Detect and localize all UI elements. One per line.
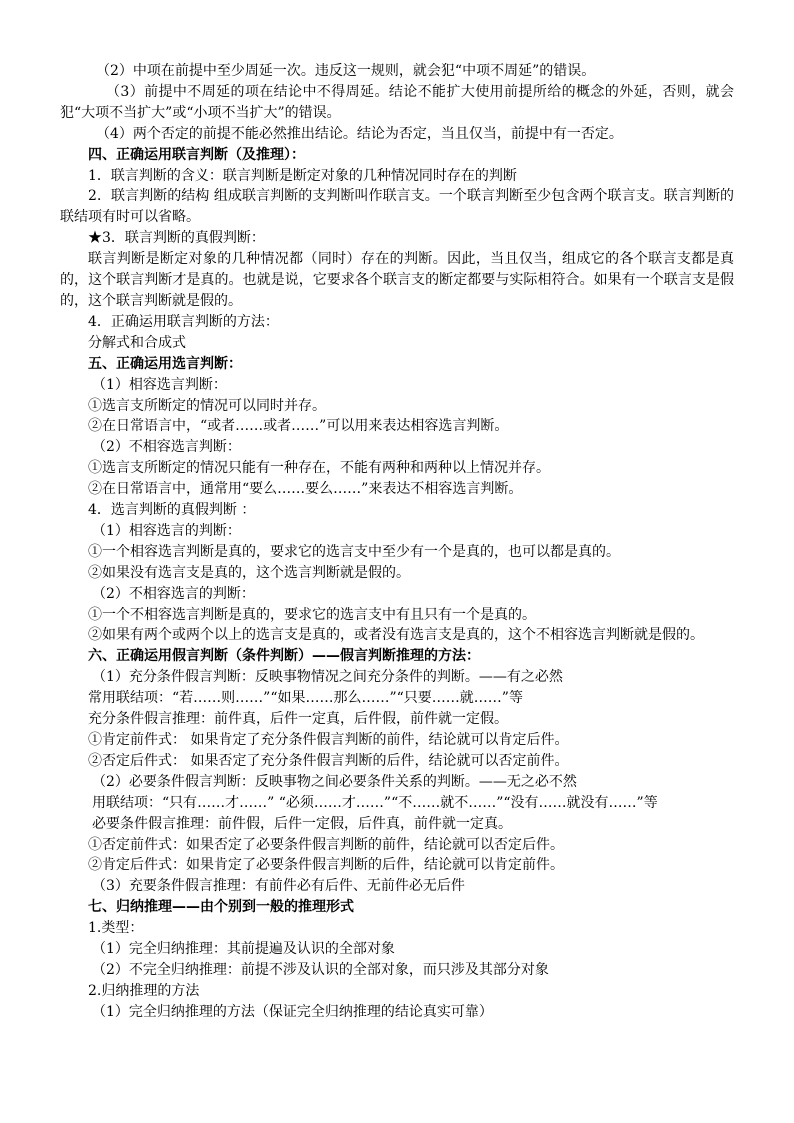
text-line: （2）必要条件假言判断：反映事物之间必要条件关系的判断。——无之必不然	[92, 773, 577, 790]
text-line: ②在日常语言中，“或者……或者……”可以用来表达相容选言判断。	[88, 418, 509, 435]
text-line: ①肯定前件式： 如果肯定了充分条件假言判断的前件，结论就可以肯定后件。	[88, 732, 569, 748]
text-line: （1）相容选言的判断：	[92, 522, 241, 539]
paragraph: 2．联言判断的结构 组成联言判断的支判断叫作联言支。一个联言判断至少包含两个联言支。联言判断的联结项有时可以省略。	[60, 188, 734, 226]
text-line: ①一个不相容选言判断是真的，要求它的选言支中有且只有一个是真的。	[88, 606, 536, 623]
text-line: 分解式和合成式	[88, 334, 186, 351]
text-line: （2）中项在前提中至少周延一次。违反这一规则，就会犯“中项不周延”的错误。	[96, 63, 596, 79]
text-line: （1）充分条件假言判断：反映事物情况之间充分条件的判断。——有之必然	[92, 669, 563, 686]
text-line: （2）不完全归纳推理：前提不涉及认识的全部对象，而只涉及其部分对象	[92, 961, 549, 978]
text-line: ①选言支所断定的情况只能有一种存在，不能有两种和两种以上情况并存。	[88, 460, 550, 477]
text-line: （3）充要条件假言推理：有前件必有后件、无前件必无后件	[92, 878, 465, 895]
text-line: ②如果没有选言支是真的，这个选言判断就是假的。	[88, 564, 410, 581]
section-heading: 四、正确运用联言判断（及推理）：	[88, 146, 305, 163]
section-heading: 七、归纳推理——由个别到一般的推理形式	[88, 899, 354, 916]
text-line: （4）两个否定的前提不能必然推出结论。结论为否定，当且仅当，前提中有一否定。	[96, 125, 623, 142]
text-line: 1．联言判断的含义：联言判断是断定对象的几种情况同时存在的判断	[88, 167, 517, 184]
text-line: ②肯定后件式：如果肯定了必要条件假言判断的后件，结论就可以肯定前件。	[88, 857, 564, 874]
text-line: 2.归纳推理的方法	[88, 982, 200, 999]
text-line: 1.类型：	[88, 920, 144, 937]
text-line: 4．选言判断的真假判断 ：	[88, 502, 256, 519]
paragraph: 用联结项：“只有……才……” “必须……才……”“不……就不……”“没有……就没有……”等	[92, 794, 658, 811]
section-heading: 六、正确运用假言判断（条件判断）——假言判断推理的方法：	[88, 648, 480, 665]
text-line: 必要条件假言推理：前件假，后件一定假，后件真，前件就一定真。	[92, 815, 512, 832]
text-line: （2）不相容选言的判断：	[92, 585, 255, 602]
text-line: ①一个相容选言判断是真的，要求它的选言支中至少有一个是真的，也可以都是真的。	[88, 543, 620, 560]
text-line: 常用联结项：“若……则……”“如果……那么……”“只要……就……”等	[88, 690, 523, 707]
text-line: （1）完全归纳推理：其前提遍及认识的全部对象	[92, 941, 395, 958]
section-heading: 五、正确运用选言判断：	[88, 355, 242, 372]
text-line: ②否定后件式： 如果否定了充分条件假言判断的后件，结论就可以否定前件。	[88, 752, 569, 769]
text-line: ②在日常语言中，通常用“要么……要么……”来表达不相容选言判断。	[88, 481, 523, 498]
text-line: 4．正确运用联言判断的方法：	[88, 313, 279, 330]
text-line: ★3．联言判断的真假判断：	[88, 230, 265, 247]
text-line: （1）相容选言判断：	[92, 376, 227, 393]
paragraph: 联言判断是断定对象的几种情况都（同时）存在的判断。因此，当且仅当，组成它的各个联言支都是真的，这个联言判断才是真的。也就是说，它要求各个联言支的断定都要与实际相符合。如果有一个联言支是假的，这个联言判断就是假的。	[60, 251, 734, 309]
text-line: ①否定前件式：如果否定了必要条件假言判断的前件，结论就可以否定后件。	[88, 836, 564, 853]
text-line: （2）不相容选言判断：	[92, 439, 241, 456]
text-line: ①选言支所断定的情况可以同时并存。	[88, 397, 326, 414]
text-line: （1）完全归纳推理的方法（保证完全归纳推理的结论真实可靠）	[92, 1003, 493, 1020]
paragraph: （3）前提中不周延的项在结论中不得周延。结论不能扩大使用前提所给的概念的外延，否则，就会犯“大项不当扩大”或“小项不当扩大”的错误。	[60, 83, 734, 121]
text-line: 充分条件假言推理：前件真，后件一定真，后件假，前件就一定假。	[88, 711, 508, 728]
paragraph: ②如果有两个或两个以上的选言支是真的，或者没有选言支是真的，这个不相容选言判断就是假的。	[88, 627, 704, 644]
